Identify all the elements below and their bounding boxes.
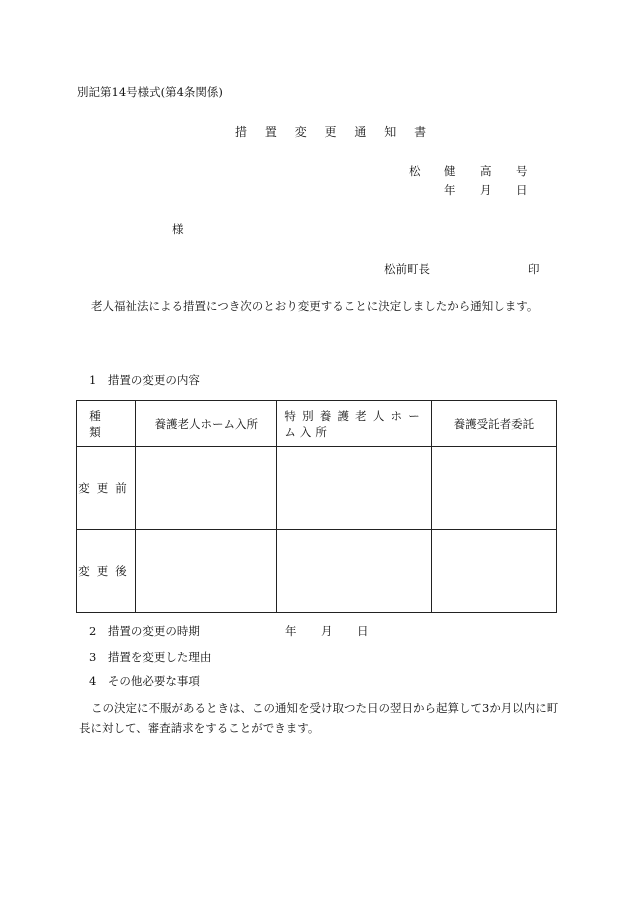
title-char: 変: [294, 125, 307, 139]
date-year-label: 年: [444, 183, 456, 197]
form-number: 別記第14号様式(第4条関係): [77, 85, 223, 99]
reference-char: 松: [409, 164, 421, 178]
item-4-heading: 4 その他必要な事項: [89, 674, 200, 688]
table-row: [77, 447, 557, 530]
document-title: [235, 123, 426, 140]
change-date-day: 日: [357, 624, 369, 638]
seal-mark: 印: [528, 262, 540, 276]
header-nursing-home: 養護老人ホーム入所: [136, 401, 277, 447]
date-day-label: 日: [516, 183, 528, 197]
reference-char: 健: [444, 164, 456, 178]
notice-body: 老人福祉法による措置につき次のとおり変更することに決定しましたから通知します。: [91, 299, 539, 313]
date-month-label: 月: [480, 183, 492, 197]
table-cell: [136, 447, 277, 530]
addressee-suffix: 様: [172, 222, 184, 236]
header-special-nursing-home: 特別養護老人ホーム入所: [277, 401, 431, 447]
table-row: [77, 530, 557, 613]
title-char: 措: [235, 125, 248, 139]
row-label-before: 変更前: [77, 447, 136, 530]
item-2-heading: 2 措置の変更の時期: [89, 624, 200, 638]
table-cell: [431, 447, 556, 530]
title-char: 更: [324, 125, 337, 139]
row-label-after: 変更後: [77, 530, 136, 613]
table-cell: [136, 530, 277, 613]
sender-name: 松前町長: [384, 262, 430, 276]
title-char: 書: [414, 125, 427, 139]
appeal-notice: この決定に不服があるときは、この通知を受け取つた日の翌日から起算して3か月以内に町長に対して、審査請求をすることができます。: [79, 701, 559, 735]
change-date-year: 年: [285, 624, 297, 638]
item-3-heading: 3 措置を変更した理由: [89, 650, 212, 664]
title-char: 通: [354, 125, 367, 139]
change-date-month: 月: [321, 624, 333, 638]
title-char: 知: [384, 125, 397, 139]
header-foster-care: 養護受託者委託: [431, 401, 556, 447]
title-char: 置: [264, 125, 277, 139]
table-cell: [431, 530, 556, 613]
reference-char: 高: [480, 164, 492, 178]
header-type: 種類: [77, 401, 136, 447]
item-1-heading: 1 措置の変更の内容: [89, 373, 200, 387]
reference-char: 号: [516, 164, 528, 178]
table-header-row: [77, 401, 557, 447]
changes-table: [76, 400, 557, 613]
table-cell: [277, 530, 431, 613]
table-cell: [277, 447, 431, 530]
